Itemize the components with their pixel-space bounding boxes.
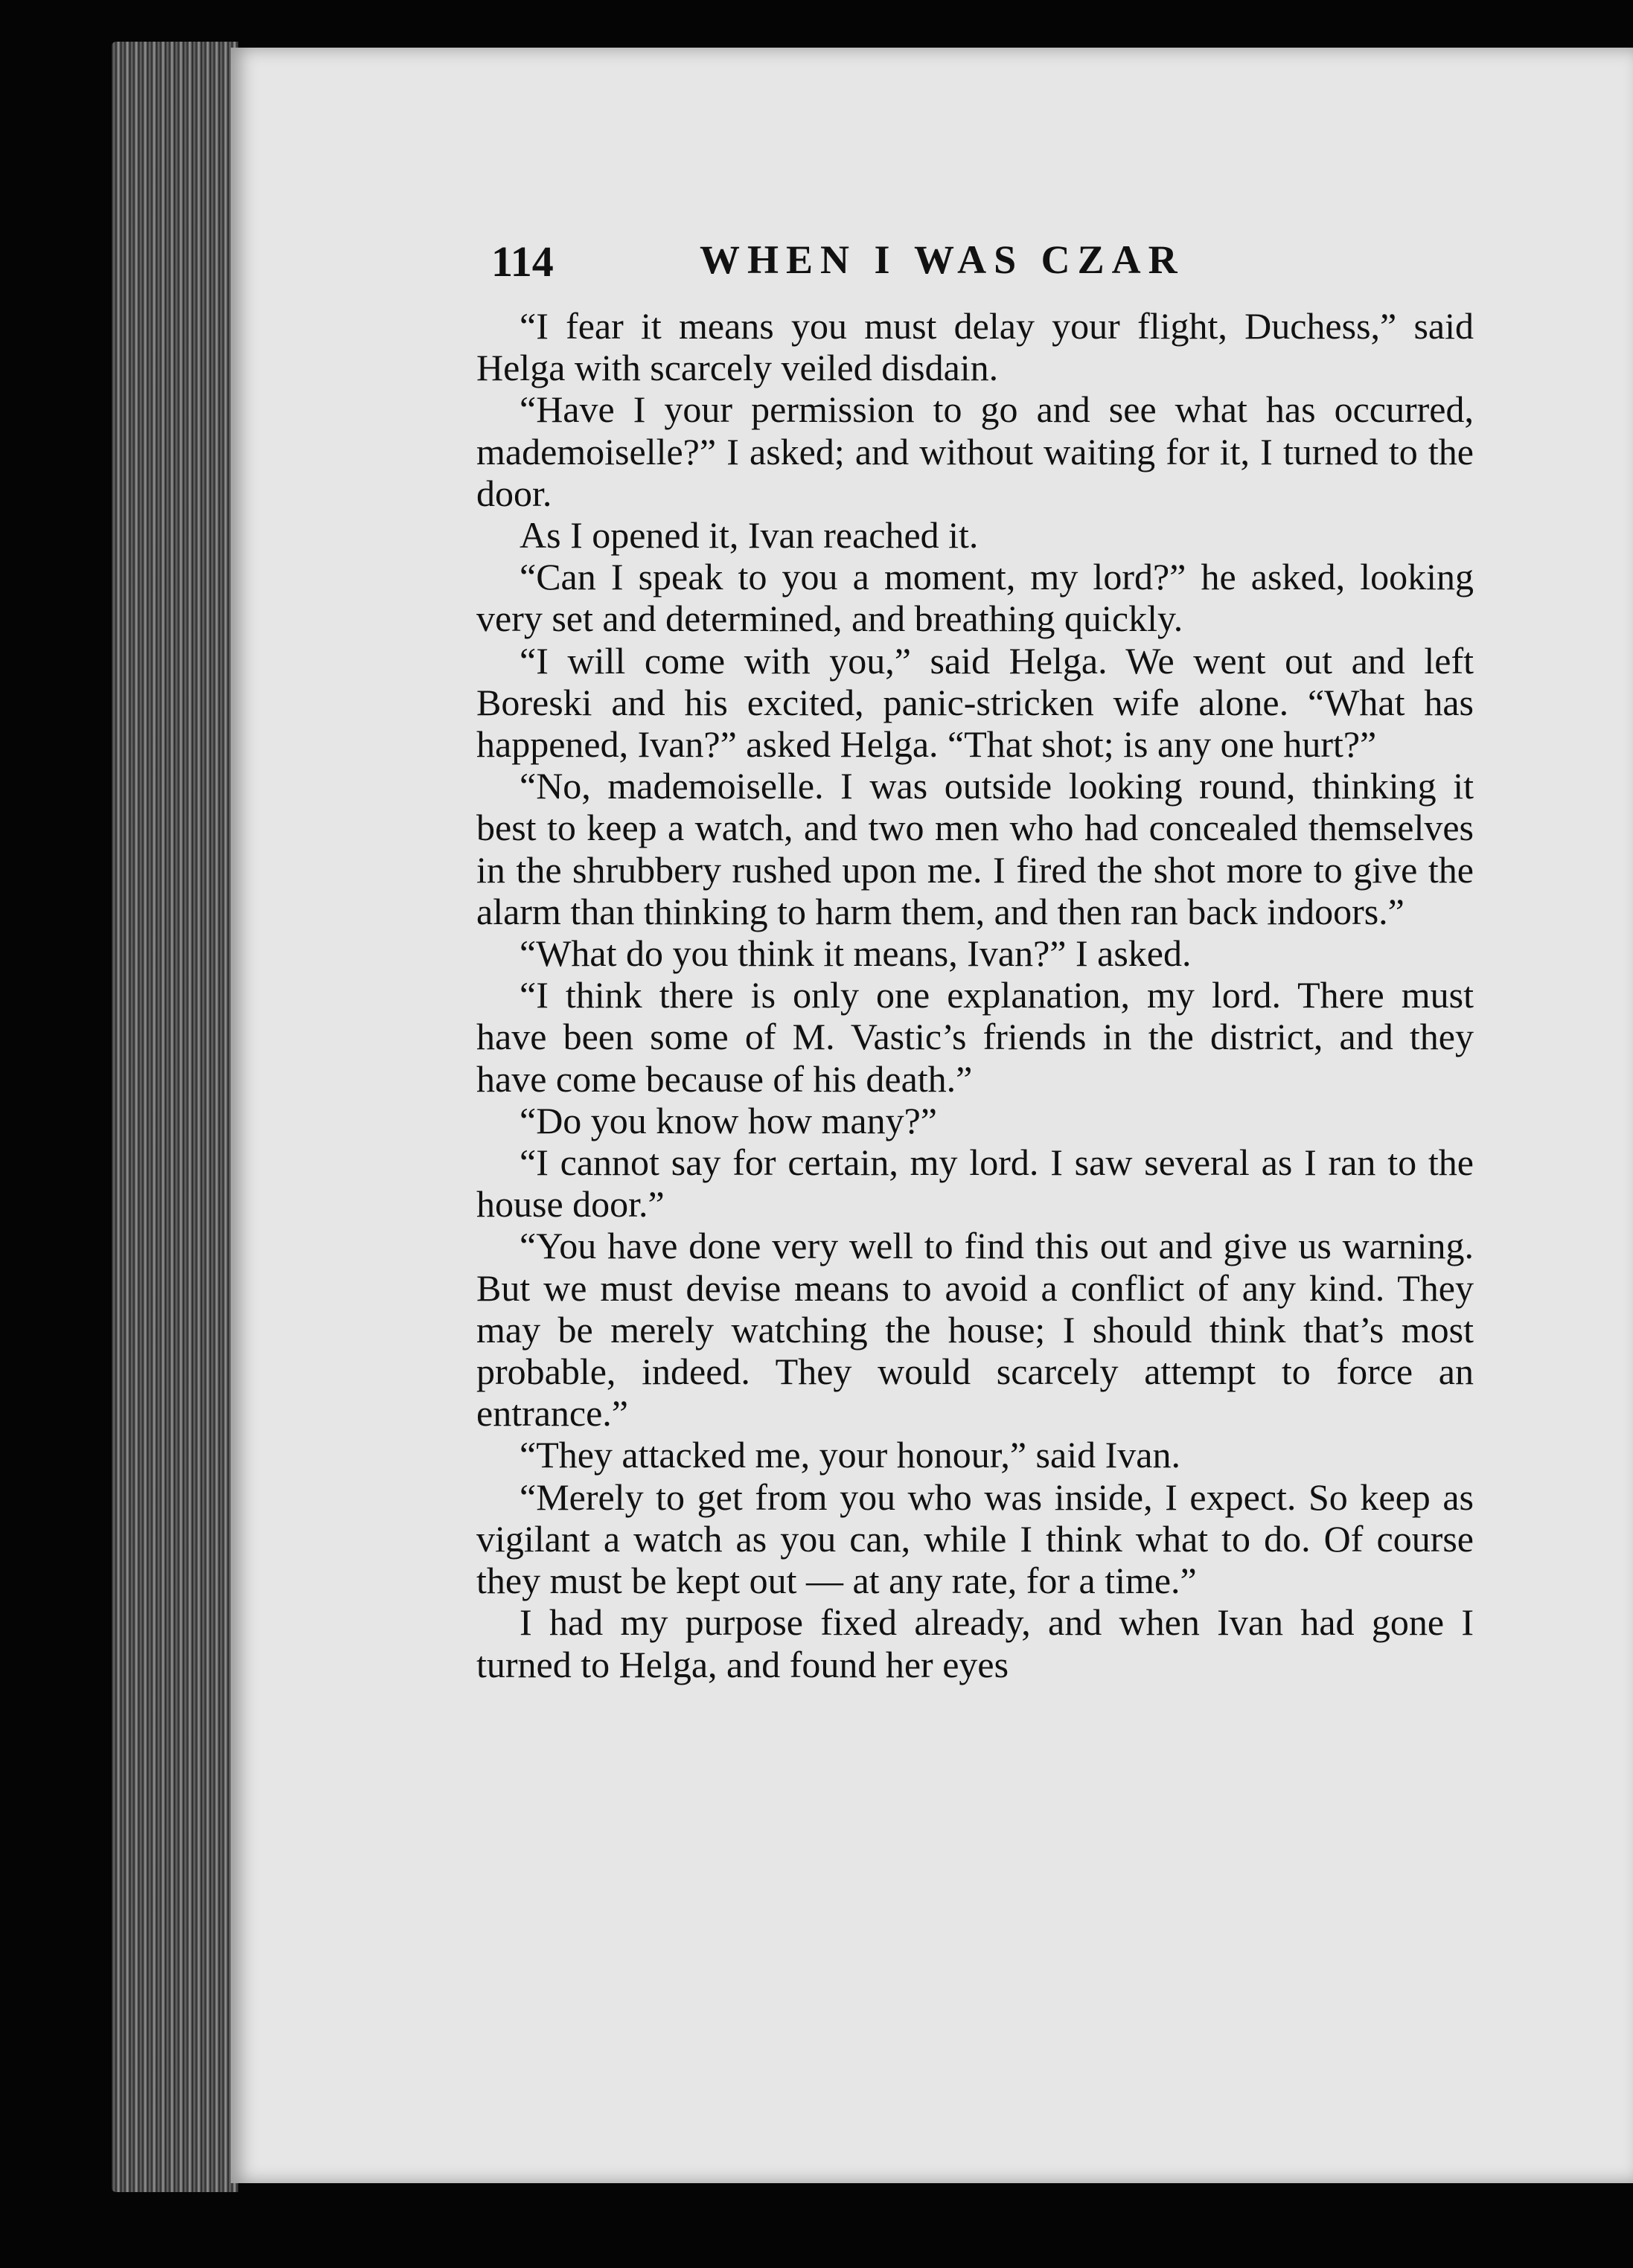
paragraph: “Do you know how many?” [520,1099,937,1141]
page-edges [112,42,238,2192]
paragraph: “No, mademoiselle. I was outside looking round, thinking it best to keep a watch, and two men who had concealed themselves in the shrubbery rushed upon me. I fired the shot more to give the alarm than thinking to harm them, and then ran back indoors.” [476,765,1474,932]
running-title: WHEN I WAS CZAR [700,237,1185,282]
paragraph: I had my purpose fixed already, and when Ivan had gone I turned to Helga, and found her eyes [476,1601,1474,1685]
paragraph: “Have I your permission to go and see what has occurred, mademoiselle?” I asked; and without waiting for it, I turned to the door. [476,388,1474,514]
paragraph: “I will come with you,” said Helga. We went out and left Boreski and his excited, panic-stricken wife alone. “What has happened, Ivan?” asked Helga. “That shot; is any one hurt?” [476,639,1474,766]
paragraph: “You have done very well to find this out and give us warning. But we must devise means to avoid a conflict of any kind. They may be merely watching the house; I should think that’s most probable, indeed. They would scarcely attempt to force an entrance.” [476,1225,1474,1435]
paragraph: “I cannot say for certain, my lord. I saw several as I ran to the house door.” [476,1141,1474,1226]
page-number: 114 [491,237,554,286]
paragraph: “I think there is only one explanation, my lord. There must have been some of M. Vastic’s friends in the district, and they have come because of his death.” [476,974,1474,1100]
paragraph: “They attacked me, your honour,” said Ivan. [520,1434,1180,1476]
paragraph: “Can I speak to you a moment, my lord?” he asked, looking very set and determined, and breathing quickly. [476,556,1474,640]
body-text [476,305,1474,1685]
paragraph: “Merely to get from you who was inside, I expect. So keep as vigilant a watch as you can, while I think what to do. Of course they must be kept out — at any rate, for a time.” [476,1476,1474,1602]
running-head [491,237,1265,296]
paragraph: As I opened it, Ivan reached it. [520,514,979,557]
paragraph: “What do you think it means, Ivan?” I asked. [520,932,1192,975]
paragraph: “I fear it means you must delay your flight, Duchess,” said Helga with scarcely veiled disdain. [476,305,1474,389]
